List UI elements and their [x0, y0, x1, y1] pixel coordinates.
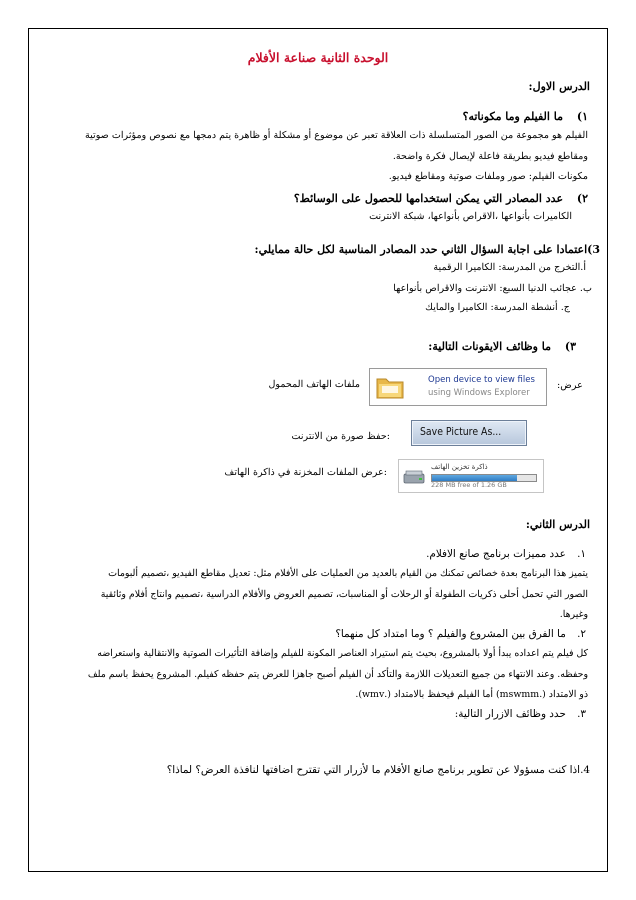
l1-q1-line-2: ومقاطع فيديو بطريقة فاعلة لإيصال فكرة واضحة. [392, 151, 588, 162]
l2-q3-text: حدد وظائف الازرار التالية: [454, 708, 566, 720]
open-device-tile[interactable] [369, 368, 547, 406]
l2-q2-num: ٢. [577, 628, 586, 640]
l1-q2-text: عدد المصادر التي يمكن استخدامها للحصول على الوسائط؟ [293, 192, 564, 205]
l1-q1-line-1: الفيلم هو مجموعة من الصور المتسلسلة ذات العلاقة تعبر عن موضوع أو مشكلة أو ظاهرة يتم دمجها مع نصوص ومؤثرات صوتية [84, 130, 588, 141]
l2-q2-line-1: كل فيلم يتم اعداده يبدأ أولا بالمشروع، بحيث يتم استيراد العناصر المكونة للفيلم وإضافة التأثيرات الصوتية والانتقالية واستعراضه [97, 648, 588, 659]
l1-q1-line-3: مكونات الفيلم: صور وملفات صوتية ومقاطع فيديو. [388, 171, 588, 182]
l2-q3-num: ٣. [577, 708, 586, 720]
unit-title: الوحدة الثانية صناعة الأفلام [247, 50, 389, 65]
open-device-line1: Open device to view files [428, 375, 535, 385]
l1-q2-title [294, 192, 588, 205]
l2-q1-line-2: الصور التي تحمل أحلى ذكريات الطفولة أو الرحلات أو المناسبات، تصميم العروض والأفلام الدراسية ،تصميم وانتاج أفلام وثائقية [100, 589, 588, 600]
lesson1-heading: الدرس الاول: [528, 80, 590, 93]
l2-q3-title [455, 708, 586, 720]
l2-q1-num: ١. [577, 548, 586, 560]
lesson2-heading: الدرس الثاني: [525, 518, 590, 531]
l2-q2-title [335, 628, 586, 640]
l1-q3-item-b: ب. عجائب الدنيا السبع: الانترنت والاقراص بأنواعها [393, 283, 592, 294]
icon2-label: :حفظ صورة من الانترنت [291, 431, 390, 442]
l1-q4-num: ٣) [564, 340, 576, 353]
l2-q2-text: ما الفرق بين المشروع والفيلم ؟ وما امتداد كل منهما؟ [335, 628, 566, 640]
l2-q1-line-3: وغيرها. [559, 609, 588, 620]
open-device-line2: using Windows Explorer [428, 388, 530, 398]
l1-q2-num: ٢) [576, 192, 588, 205]
l1-q1-title [463, 110, 588, 123]
l2-q1-title [426, 548, 586, 560]
icon3-label: :عرض الملفات المخزنة في ذاكرة الهاتف [224, 467, 387, 478]
save-picture-label: Save Picture As... [420, 425, 502, 438]
l1-q4-title [428, 340, 576, 353]
l1-q4-text: ما وظائف الايقونات التالية: [428, 340, 552, 353]
l1-q3-title: 3)اعتمادا على اجابة السؤال الثاني حدد المصادر المناسبة لكل حالة ممايلي: [254, 243, 600, 256]
l2-q1-text: عدد مميزات برنامج صانع الافلام. [426, 548, 566, 560]
folder-icon [376, 375, 404, 399]
l1-q3-item-a: أ.التخرج من المدرسة: الكاميرا الرقمية [433, 262, 586, 273]
save-picture-button[interactable] [411, 420, 527, 446]
l2-q2-line-3: ذو الامتداد (.mswmm) أما الفيلم فيحفظ بالامتداد (.wmv). [355, 689, 588, 700]
drive-free-text: 228 MB free of 1.26 GB [431, 481, 507, 489]
l2-q2-line-2: وحفظه. وعند الانتهاء من جميع التعديلات اللازمة والتأكد أن الفيلم أصبح جاهزا للعرض يتم حفظه كفيلم. المشروع يحفظ باسم ملف [87, 669, 588, 680]
icon1-prefix: :عرض [557, 380, 583, 391]
drive-name: ذاكرة تخزين الهاتف [431, 463, 488, 471]
l1-q1-text: ما الفيلم وما مكوناته؟ [462, 110, 564, 123]
l2-q1-line-1: يتميز هذا البرنامج بعدة خصائص تمكنك من القيام بالعديد من العمليات على الأفلام مثل: تعديل مقاطع الفيديو ،تصميم ألبومات [108, 568, 588, 579]
icon1-label: ملفات الهاتف المحمول [268, 379, 360, 390]
phone-storage-tile[interactable] [398, 459, 544, 493]
drive-icon [403, 469, 425, 485]
l1-q3-item-c: ج. أنشطة المدرسة: الكاميرا والمايك [425, 302, 570, 313]
l1-q2-answer: الكاميرات بأنواعها ،الاقراص بأنواعها، شبكة الانترنت [369, 211, 572, 222]
l2-q4-title: 4.اذا كنت مسؤولا عن تطوير برنامج صانع الأفلام ما لأزرار التي تقترح اضافتها لنافذة العرض؟ لماذا؟ [166, 764, 590, 776]
l1-q1-num: ١) [576, 110, 588, 123]
